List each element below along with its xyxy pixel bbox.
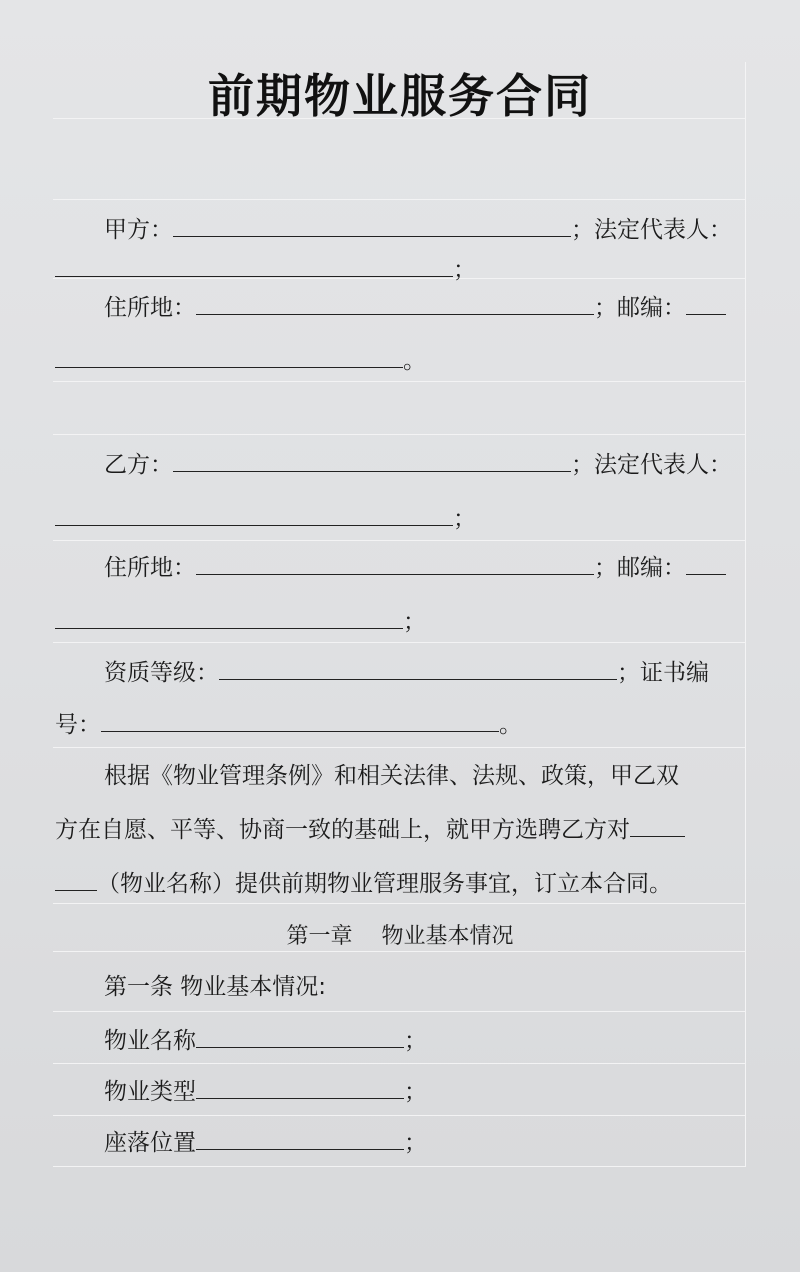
party-b-postcode-label: ；邮编： — [594, 555, 686, 581]
party-b-label: 乙方： — [104, 452, 173, 478]
field-label: 物业类型 — [104, 1079, 196, 1105]
preamble-line-2-row — [55, 814, 685, 845]
certificate-label-cont: 号： — [55, 712, 101, 738]
certificate-label: ；证书编 — [617, 660, 709, 686]
certificate-blank[interactable] — [101, 709, 499, 732]
party-a-address-row — [104, 292, 726, 323]
party-a-address-blank[interactable] — [196, 292, 594, 315]
field-label: 物业名称 — [104, 1028, 196, 1054]
preamble-line-3: （物业名称）提供前期物业管理服务事宜，订立本合同。 — [97, 871, 672, 897]
property-name-field-blank[interactable] — [196, 1025, 404, 1048]
party-b-address-label: 住所地： — [104, 555, 196, 581]
party-b-rep-end: ； — [453, 506, 476, 532]
party-a-name-row — [104, 214, 732, 245]
party-a-address-label: 住所地： — [104, 295, 196, 321]
ruled-line — [53, 642, 746, 643]
field-end: ； — [404, 1130, 427, 1156]
property-location-field-row — [104, 1127, 427, 1158]
property-type-field-row — [104, 1076, 427, 1107]
party-b-rep-row — [55, 503, 476, 534]
party-b-postcode-end: ； — [403, 609, 426, 635]
margin-rule — [745, 62, 746, 1167]
party-a-rep-blank[interactable] — [55, 254, 453, 277]
ruled-line — [53, 540, 746, 541]
party-b-address-row — [104, 552, 726, 583]
party-a-postcode-end: 。 — [403, 348, 426, 374]
ruled-line — [53, 1011, 746, 1012]
ruled-line — [53, 1166, 746, 1167]
field-end: ； — [404, 1079, 427, 1105]
qualification-label: 资质等级： — [104, 660, 219, 686]
property-location-field-blank[interactable] — [196, 1127, 404, 1150]
property-type-field-blank[interactable] — [196, 1076, 404, 1099]
party-b-address-blank[interactable] — [196, 552, 594, 575]
property-name-blank-cont[interactable] — [55, 868, 97, 891]
preamble-line-3-row — [55, 868, 672, 899]
party-b-name-blank[interactable] — [173, 449, 571, 472]
document-title: 前期物业服务合同 — [208, 69, 592, 123]
party-a-name-blank[interactable] — [173, 214, 571, 237]
party-a-rep-row — [55, 254, 476, 285]
ruled-line — [53, 1115, 746, 1116]
party-b-name-row — [104, 449, 732, 480]
party-b-postcode-row — [55, 606, 426, 637]
party-a-postcode-label: ；邮编： — [594, 295, 686, 321]
ruled-line — [53, 747, 746, 748]
ruled-line — [53, 903, 746, 904]
party-a-rep-label: ；法定代表人： — [571, 217, 732, 243]
ruled-line — [53, 434, 746, 435]
preamble-line-1: 根据《物业管理条例》和相关法律、法规、政策，甲乙双 — [104, 763, 679, 789]
party-b-qualification-row — [104, 657, 709, 688]
party-a-postcode-row — [55, 345, 426, 376]
party-a-postcode-blank[interactable] — [686, 292, 726, 315]
party-b-rep-label: ；法定代表人： — [571, 452, 732, 478]
article-1-heading: 第一条 物业基本情况: — [104, 974, 327, 1000]
field-label: 座落位置 — [104, 1130, 196, 1156]
party-b-postcode-blank[interactable] — [686, 552, 726, 575]
party-b-rep-blank[interactable] — [55, 503, 453, 526]
ruled-line — [53, 381, 746, 382]
field-end: ； — [404, 1028, 427, 1054]
certificate-end: 。 — [499, 712, 522, 738]
property-name-blank[interactable] — [630, 814, 685, 837]
party-a-postcode-blank-cont[interactable] — [55, 345, 403, 368]
ruled-line — [53, 199, 746, 200]
preamble-line-2: 方在自愿、平等、协商一致的基础上，就甲方选聘乙方对 — [55, 817, 630, 843]
party-a-label: 甲方： — [104, 217, 173, 243]
party-a-rep-end: ； — [453, 257, 476, 283]
party-b-certificate-row — [55, 709, 522, 740]
chapter-heading: 第一章 物业基本情况 — [286, 924, 514, 949]
property-name-field-row — [104, 1025, 427, 1056]
qualification-blank[interactable] — [219, 657, 617, 680]
ruled-line — [53, 1063, 746, 1064]
party-b-postcode-blank-cont[interactable] — [55, 606, 403, 629]
